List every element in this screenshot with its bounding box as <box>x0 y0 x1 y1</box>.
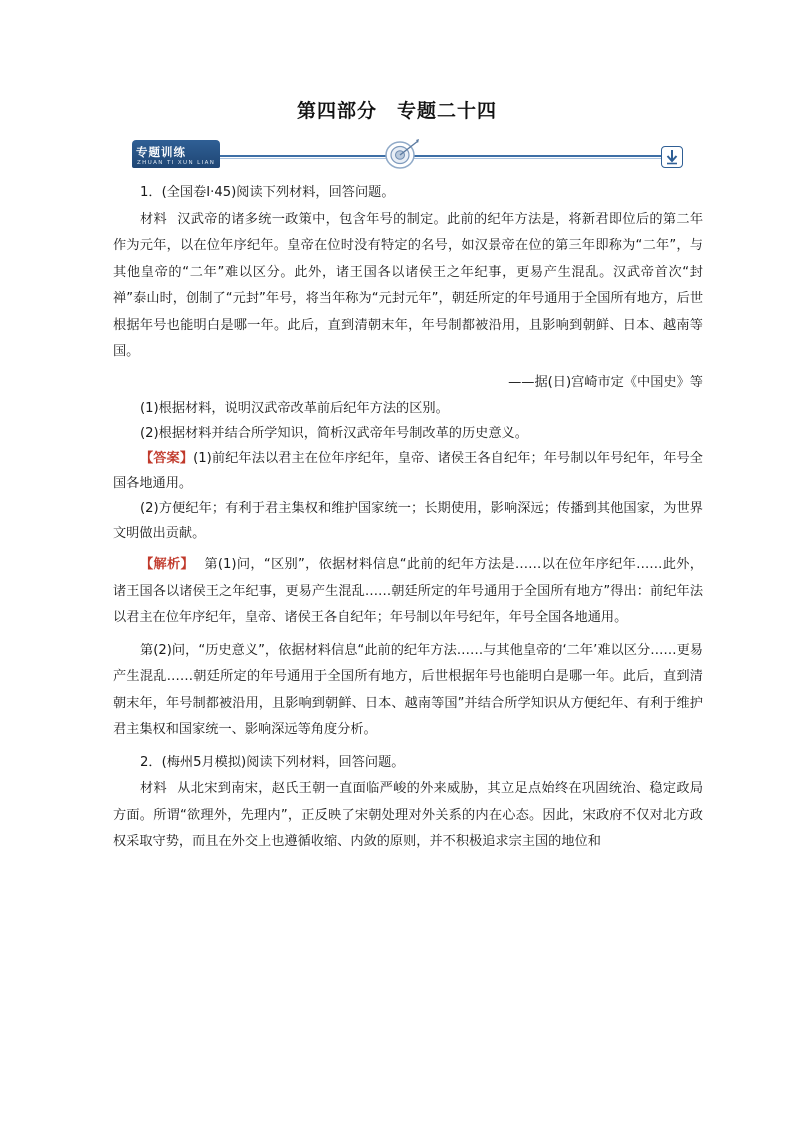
question-2-material <box>113 776 703 856</box>
banner-label: 专题训练 <box>136 145 186 159</box>
banner-sub-label: ZHUAN TI XUN LIAN <box>137 160 216 166</box>
question-2-stem: 2．(梅州5月模拟)阅读下列材料，回答问题。 <box>140 754 405 770</box>
sub-question-2: (2)根据材料并结合所学知识，简析汉武帝年号制改革的历史意义。 <box>140 426 528 441</box>
answer-tag: 【答案】 <box>140 451 194 466</box>
material-tag: 材料 <box>140 211 167 227</box>
document-body <box>113 180 703 856</box>
answer-1-text: (1)前纪年法以君主在位年序纪年，皇帝、诸侯王各自纪年；年号制以年号纪年，年号全国各地通用。 <box>113 451 703 491</box>
material-text: 从北宋到南宋，赵氏王朝一直面临严峻的外来威胁，其立足点始终在巩固统治、稳定政局方面。所谓“欲理外，先理内”，正反映了宋朝处理对外关系的内在心态。因此，宋政府不仅对北方政权采取守势，而且在外交上也遵循收缩、内敛的原则，并不积极追求宗主国的地位和 <box>113 781 704 849</box>
question-1-stem: 1．(全国卷Ⅰ·45)阅读下列材料，回答问题。 <box>140 185 395 200</box>
banner-divider <box>220 155 662 157</box>
material-tag: 材料 <box>140 781 167 796</box>
banner-divider-light <box>220 158 662 159</box>
analysis-1 <box>113 552 703 632</box>
question-1-material <box>113 207 703 366</box>
analysis-1-text: 第(1)问，“区别”，依据材料信息“此前的纪年方法是……以在位年序纪年……此外，诸王国各以诸侯王之年纪事，更易产生混乱……朝廷所定的年号通用于全国所有地方”得出：前纪年法以君主在位年序纪年，皇帝、诸侯王各自纪年；年号制以年号纪年，年号全国各地通用。 <box>113 557 703 625</box>
material-source: ——据(日)宫崎市定《中国史》等 <box>508 374 703 390</box>
page-title: 第四部分 专题二十四 <box>296 100 497 122</box>
section-banner <box>128 138 688 172</box>
analysis-2: 第(2)问，“历史意义”，依据材料信息“此前的纪年方法……与其他皇帝的‘二年’难以区分……更易产生混乱……朝廷所定的年号通用于全国所有地方，后世根据年号也能明白是哪一年。此后，直到清朝末年，年号制都被沿用，且影响到朝鲜、日本、越南等国”并结合所学知识从方便纪年、有利于维护君主集权和国家统一、影响深远等角度分析。 <box>113 642 703 737</box>
analysis-tag: 【解析】 <box>140 557 195 572</box>
sub-question-1: (1)根据材料，说明汉武帝改革前后纪年方法的区别。 <box>140 401 449 416</box>
material-text: 汉武帝的诸多统一政策中，包含年号的制定。此前的纪年方法是，将新君即位后的第二年作为元年，以在位年序纪年。皇帝在位时没有特定的名号，如汉景帝在位的第三年即称为“二年”，与其他皇帝的“二年”难以区分。此外，诸王国各以诸侯王之年纪事，更易产生混乱。汉武帝首次“封禅”泰山时，创制了“元封”年号，将当年称为“元封元年”，朝廷所定的年号通用于全国所有地方，后世根据年号也能明白是哪一年。此后，直到清朝末年，年号制都被沿用，且影响到朝鲜、日本、越南等国。 <box>113 211 704 359</box>
banner-badge <box>132 140 220 168</box>
question-1-block <box>113 396 703 546</box>
answer-1 <box>113 446 703 496</box>
download-icon[interactable] <box>661 146 683 168</box>
answer-2: (2)方便纪年；有利于君主集权和维护国家统一；长期使用，影响深远；传播到其他国家，为世界文明做出贡献。 <box>113 501 703 541</box>
target-icon <box>380 138 420 170</box>
